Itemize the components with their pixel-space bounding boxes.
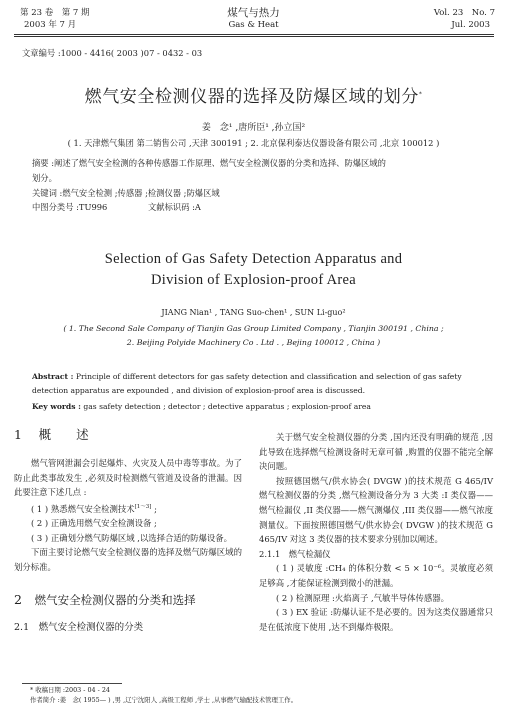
section1-heading bbox=[14, 428, 242, 450]
left-column bbox=[14, 428, 242, 635]
date-cn: 2003 年 7 月 bbox=[24, 20, 77, 30]
document-code: 文献标识码 :A bbox=[148, 202, 201, 212]
footnote-rule bbox=[22, 683, 122, 684]
section1-item2: ( 2 ) 正确选用燃气安全检测设备 ; bbox=[31, 518, 157, 529]
keywords-en bbox=[32, 400, 477, 413]
title-cn bbox=[0, 82, 507, 107]
date-en: Jul. 2003 bbox=[451, 20, 490, 30]
title-cn-text: 燃气安全检测仪器的选择及防爆区域的划分 bbox=[84, 87, 420, 107]
section2-1-1-heading: 2.1.1 燃气检漏仪 bbox=[259, 548, 331, 559]
authors-en: JIANG Nian¹ , TANG Suo-chen¹ , SUN Li-guo² bbox=[161, 308, 346, 317]
section1-item1-end: ; bbox=[151, 503, 157, 514]
volume-issue-en: Vol. 23 No. 7 bbox=[433, 8, 495, 18]
journal-name-en: Gas & Heat bbox=[228, 20, 279, 30]
section1-item1-text: ( 1 ) 熟悉燃气安全检测技术 bbox=[31, 503, 135, 514]
abstract-en-label: Abstract : bbox=[32, 372, 74, 381]
section1-item3: ( 3 ) 正确划分燃气防爆区域 ,以选择合适的防爆设备。 bbox=[31, 532, 233, 543]
section1-item1 bbox=[14, 500, 242, 516]
abstract-en-text1: Principle of different detectors for gas safety detection and classification and selection of gas safety bbox=[75, 372, 462, 381]
title-en-line1: Selection of Gas Safety Detection Apparatus and bbox=[104, 251, 403, 267]
journal-name-cn: 煤气与热力 bbox=[227, 7, 280, 19]
header-rule-bottom bbox=[14, 36, 494, 37]
section1-para1: 燃气管网泄漏会引起爆炸、火灾及人员中毒等事故。为了防止此类事故发生 ,必须及时检测燃气管道及设备的泄漏。因此要注意下述几点 : bbox=[14, 458, 242, 498]
section2-heading bbox=[14, 593, 242, 613]
header-rule-top bbox=[14, 34, 494, 35]
abstract-en-line1 bbox=[32, 370, 477, 383]
abstract-cn-line1: 摘要 :阐述了燃气安全检测的各种传感器工作原理、燃气安全检测仪器的分类和选择、防爆区域的 bbox=[32, 158, 386, 168]
title-footnote-mark: * bbox=[419, 91, 423, 98]
section1-title: 概 述 bbox=[38, 427, 89, 442]
section1-item1-ref: [1～3] bbox=[134, 503, 152, 510]
affiliations-cn: ( 1. 天津燃气集团 第二销售公司 ,天津 300191 ; 2. 北京保利泰达仪器设备有限公司 ,北京 100012 ) bbox=[67, 138, 440, 148]
keywords-en-label: Key words : bbox=[32, 402, 81, 411]
footnote-received: * 收稿日期 :2003 - 04 - 24 bbox=[30, 686, 110, 694]
abstract-en-line2: detection apparatus are expounded , and division of explosion-proof area is discussed. bbox=[32, 386, 365, 395]
abstract-cn-line2: 划分。 bbox=[32, 173, 57, 183]
right-column bbox=[259, 430, 493, 634]
clc-number: 中图分类号 :TU996 bbox=[32, 202, 108, 212]
right-para2: 按照德国燃气/供水协会( DVGW )的技术规范 G 465/IV 燃气检测仪器的分类 ,燃气检测设备分为 3 大类 :I 类仪器——燃气检漏仪 ,II 类仪器——燃气测爆仪 ,III 类仪器——燃气浓度测量仪。下面按照德国燃气/供水协会( DVGW )的技术规范 G 465/IV 对这 3 类仪器的技术要求分别加以阐述。 bbox=[259, 475, 493, 545]
right-para5: ( 3 ) EX 验证 :防爆认证不是必要的。因为这类仪器通常只是在低浓度下使用 ,达不到爆炸极限。 bbox=[259, 607, 493, 632]
section2-1-heading: 2.1 燃气安全检测仪器的分类 bbox=[14, 621, 144, 633]
article-number: 文章编号 :1000 - 4416( 2003 )07 - 0432 - 03 bbox=[22, 48, 203, 58]
affiliations-en-line2: 2. Beijing Polyide Machinery Co . Ltd . , Bejing 100012 , China ) bbox=[126, 338, 381, 347]
title-en-line2: Division of Explosion-proof Area bbox=[151, 272, 356, 288]
right-para1: 关于燃气安全检测仪器的分类 ,国内还没有明确的规范 ,因此导致在选择燃气检测设备时无章可循 ,购置的仪器不能完全解决问题。 bbox=[259, 432, 493, 472]
right-para3: ( 1 ) 灵敏度 :CH₄ 的体积分数 < 5 × 10⁻⁶。灵敏度必须足够高 ,才能保证检测到微小的泄漏。 bbox=[259, 563, 493, 588]
keywords-cn: 关键词 :燃气安全检测 ;传感器 ;检测仪器 ;防爆区域 bbox=[32, 188, 220, 198]
affiliations-en-line1: ( 1. The Second Sale Company of Tianjin Gas Group Limited Company , Tianjin 300191 , China ; bbox=[63, 324, 444, 333]
right-para4: ( 2 ) 检测原理 :火焰离子 ,气敏半导体传感器。 bbox=[276, 592, 450, 603]
footnote-author-bio: 作者简介 :姜 念( 1955— ) ,男 ,辽宁沈阳人 ,高级工程师 ,学士 ,从事燃气输配技术管理工作。 bbox=[30, 696, 298, 704]
keywords-en-text: gas safety detection ; detector ; detective apparatus ; explosion-proof area bbox=[83, 402, 371, 411]
section2-number: 2 bbox=[14, 591, 22, 607]
authors-cn: 姜 念¹ ,唐所臣¹ ,孙立国² bbox=[201, 123, 306, 133]
section1-para2: 下面主要讨论燃气安全检测仪器的选择及燃气防爆区域的划分标准。 bbox=[14, 547, 242, 572]
section2-title: 燃气安全检测仪器的分类和选择 bbox=[34, 592, 196, 607]
section1-number: 1 bbox=[14, 427, 22, 442]
volume-issue-cn: 第 23 卷 第 7 期 bbox=[20, 8, 90, 18]
